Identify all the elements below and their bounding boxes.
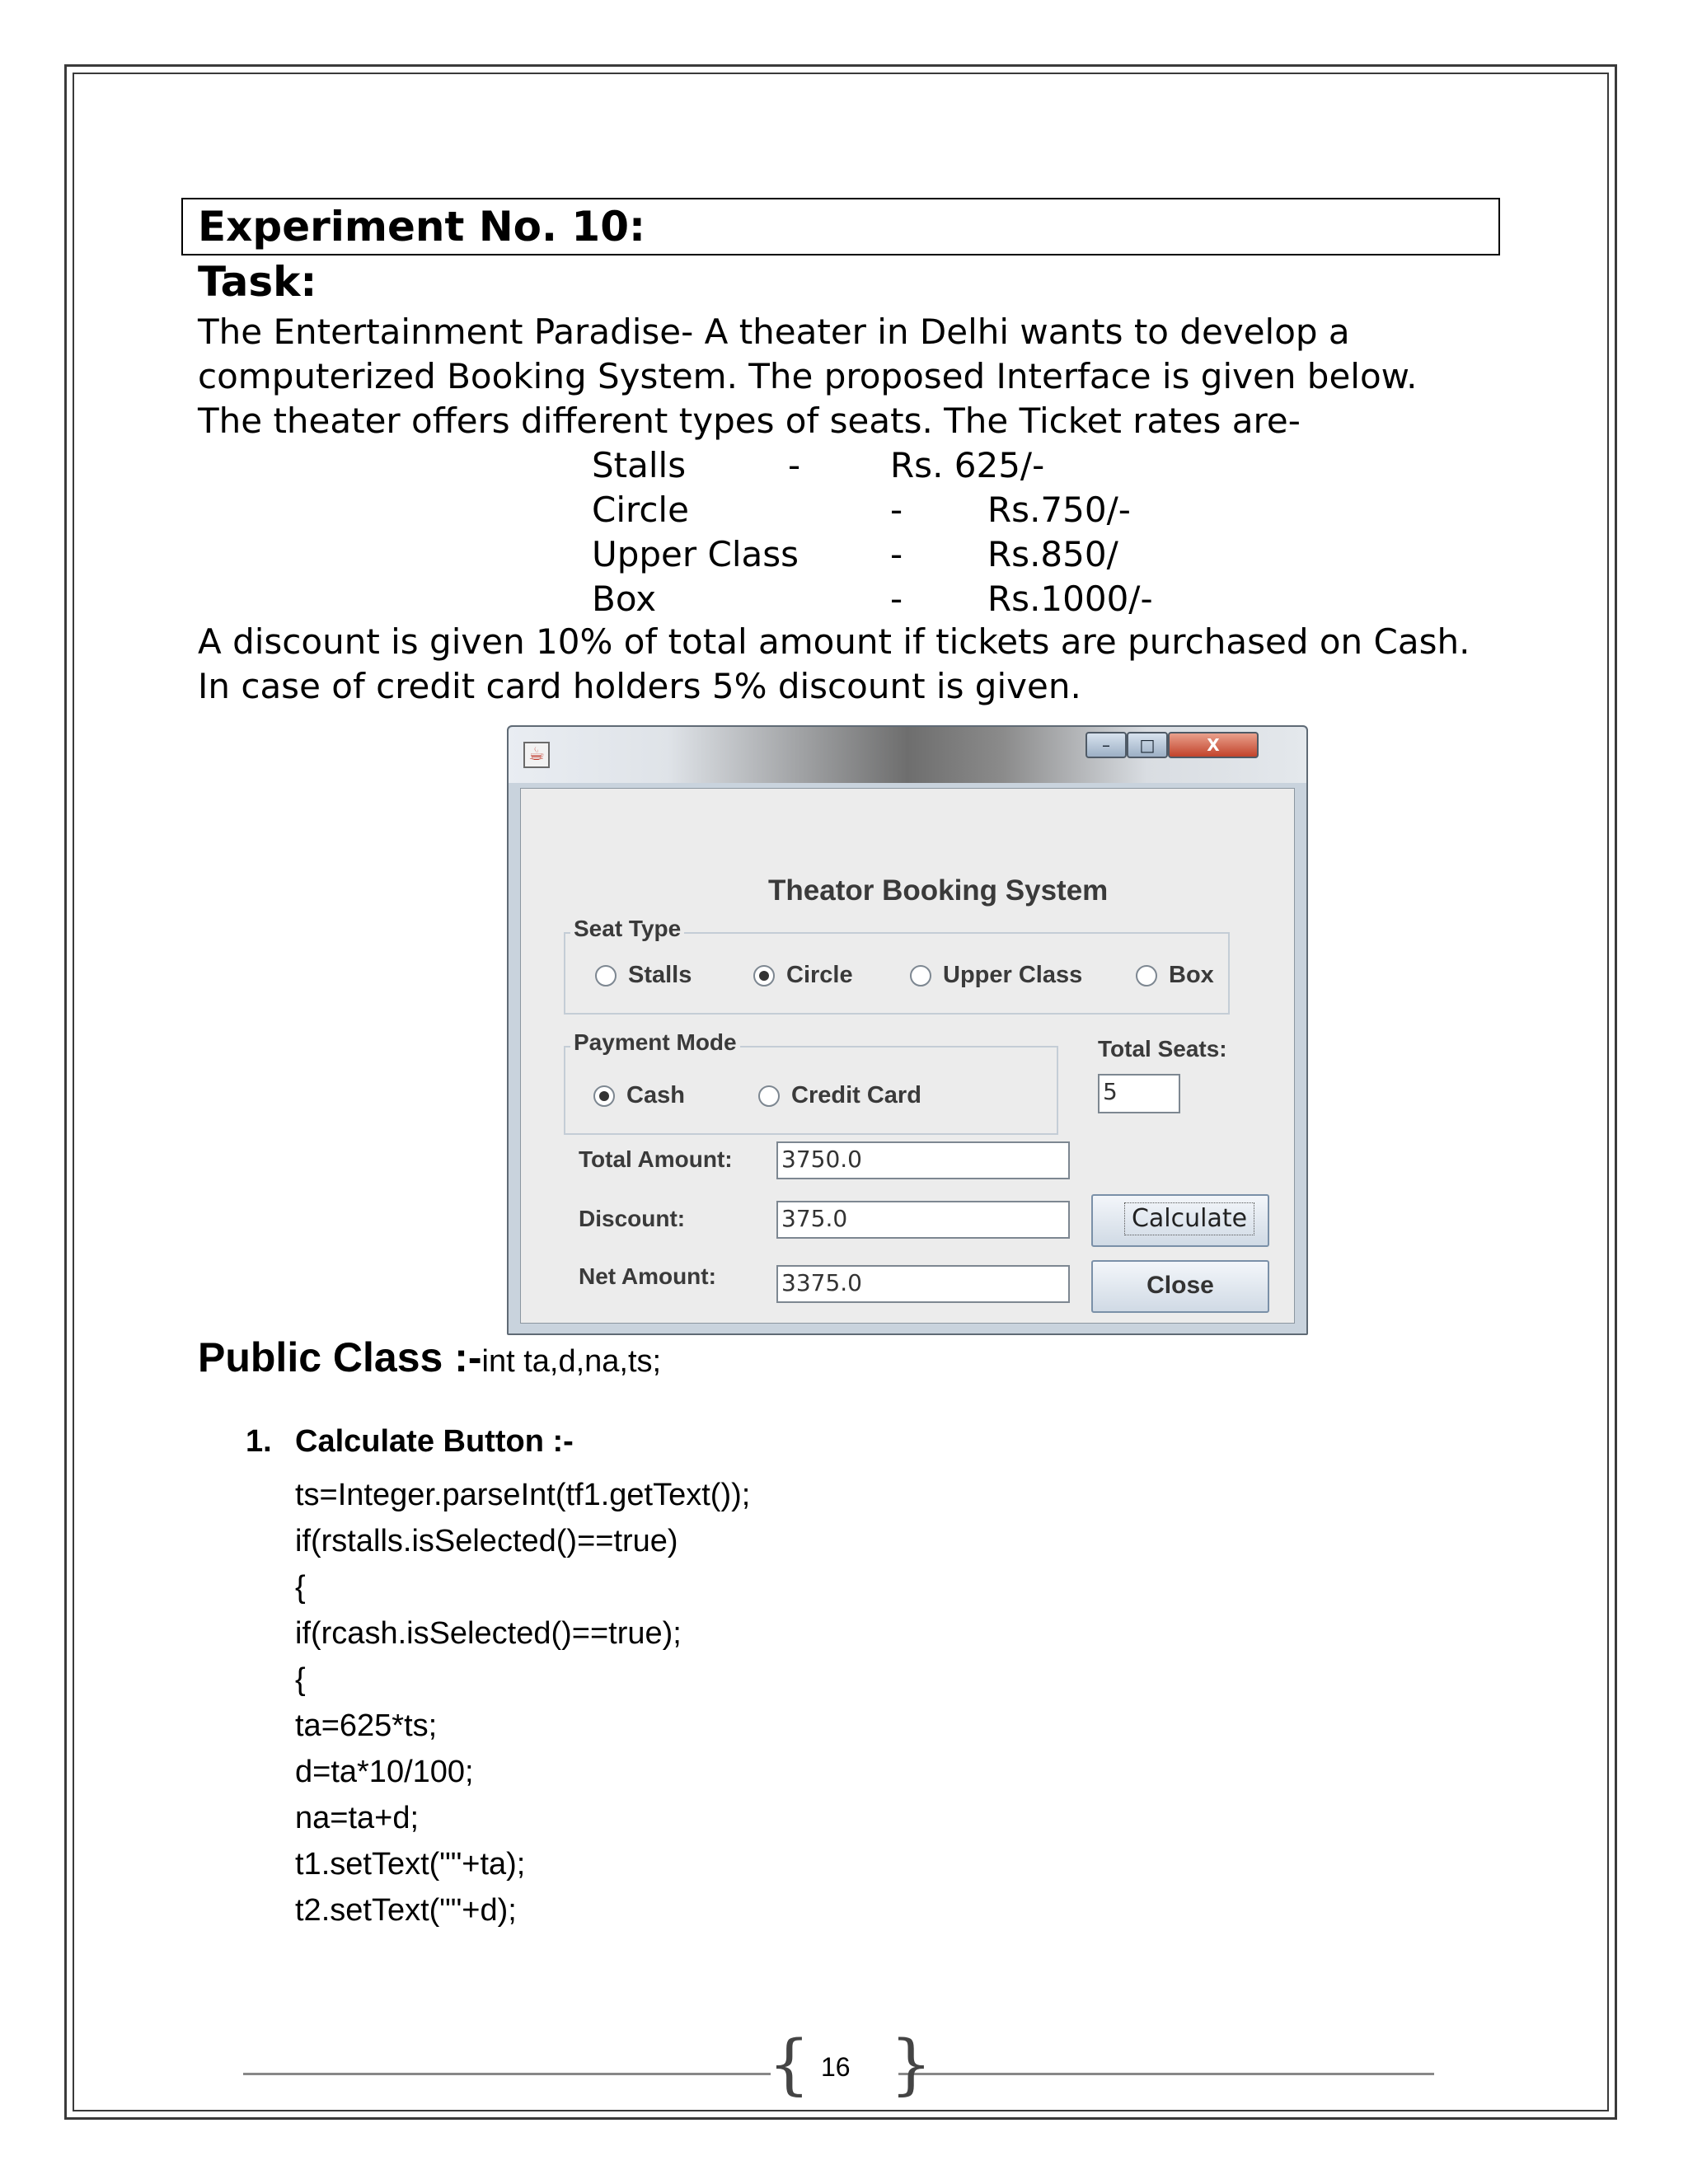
public-class-code: int ta,d,na,ts; [481,1344,662,1379]
radio-upper-class-label[interactable]: Upper Class [943,962,1083,988]
code-line: ta=625*ts; [295,1708,438,1743]
intro-line-2: computerized Booking System. The proposed Interface is given below. [198,356,1418,396]
payment-mode-label: Payment Mode [570,1029,740,1056]
rate-dash: - [890,490,903,530]
radio-circle[interactable] [753,965,775,987]
radio-box[interactable] [1136,965,1157,987]
radio-credit-card[interactable] [758,1085,780,1107]
discount-line-1: A discount is given 10% of total amount if tickets are purchased on Cash. [198,621,1470,662]
total-amount-label: Total Amount: [579,1146,733,1172]
rate-seat: Stalls [592,445,687,485]
public-class-line [198,1333,661,1381]
rate-price: Rs.850/ [987,534,1118,574]
rate-seat: Circle [592,490,689,530]
code-line: { [295,1662,306,1697]
code-line: na=ta+d; [295,1801,420,1835]
seat-type-label: Seat Type [570,916,684,942]
net-amount-field[interactable]: 3375.0 [776,1265,1070,1303]
rate-seat: Upper Class [592,534,799,574]
intro-line-1: The Entertainment Paradise- A theater in Delhi wants to develop a [198,312,1350,352]
rate-price: Rs.750/- [987,490,1131,530]
booking-window [507,725,1308,1335]
footer-rule-left [243,2073,771,2075]
minimize-button[interactable]: – [1085,732,1127,758]
rate-price: Rs. 625/- [890,445,1045,485]
rate-dash: - [890,579,903,619]
experiment-title: Experiment No. 10: [198,203,645,251]
window-content [520,788,1295,1324]
calculate-button[interactable] [1091,1194,1269,1247]
close-button[interactable]: Close [1091,1260,1269,1313]
radio-upper-class[interactable] [910,965,931,987]
rate-dash: - [890,534,903,574]
rate-seat: Box [592,579,657,619]
radio-circle-label[interactable]: Circle [786,962,853,988]
radio-stalls-label[interactable]: Stalls [628,962,692,988]
section-number: 1. [246,1424,272,1459]
footer-brace-left: { [768,2026,810,2102]
discount-label: Discount: [579,1206,686,1231]
rate-dash: - [788,445,801,485]
code-line: ts=Integer.parseInt(tf1.getText()); [295,1478,751,1512]
public-class-label: Public Class :- [198,1334,482,1380]
intro-line-3: The theater offers different types of seats. The Ticket rates are- [198,401,1301,441]
radio-stalls[interactable] [595,965,617,987]
total-seats-label: Total Seats: [1098,1036,1227,1062]
rate-price: Rs.1000/- [987,579,1153,619]
java-icon: ☕ [523,742,550,768]
net-amount-label: Net Amount: [579,1263,716,1289]
code-line: if(rstalls.isSelected()==true) [295,1524,678,1558]
section-title: Calculate Button :- [295,1424,574,1459]
footer-rule-right [898,2073,1434,2075]
code-line: t1.setText(""+ta); [295,1847,526,1882]
total-amount-field[interactable]: 3750.0 [776,1141,1070,1179]
page-number: 16 [821,2052,851,2082]
radio-cash-label[interactable]: Cash [626,1082,685,1108]
total-seats-input[interactable]: 5 [1098,1074,1180,1113]
radio-box-label[interactable]: Box [1169,962,1214,988]
task-heading: Task: [198,258,317,306]
close-window-button[interactable]: X [1168,732,1259,758]
calculate-button-label[interactable]: Calculate [1124,1202,1254,1235]
window-titlebar[interactable] [509,727,1306,783]
code-line: d=ta*10/100; [295,1755,474,1789]
discount-field[interactable]: 375.0 [776,1201,1070,1239]
radio-cash[interactable] [593,1085,615,1107]
radio-credit-card-label[interactable]: Credit Card [791,1082,921,1108]
code-line: { [295,1570,306,1605]
code-line: t2.setText(""+d); [295,1893,517,1928]
footer-brace-right: } [890,2026,932,2102]
app-title: Theator Booking System [768,874,1109,907]
discount-line-2: In case of credit card holders 5% discount is given. [198,666,1081,706]
code-line: if(rcash.isSelected()==true); [295,1616,682,1651]
maximize-button[interactable]: □ [1127,732,1168,758]
